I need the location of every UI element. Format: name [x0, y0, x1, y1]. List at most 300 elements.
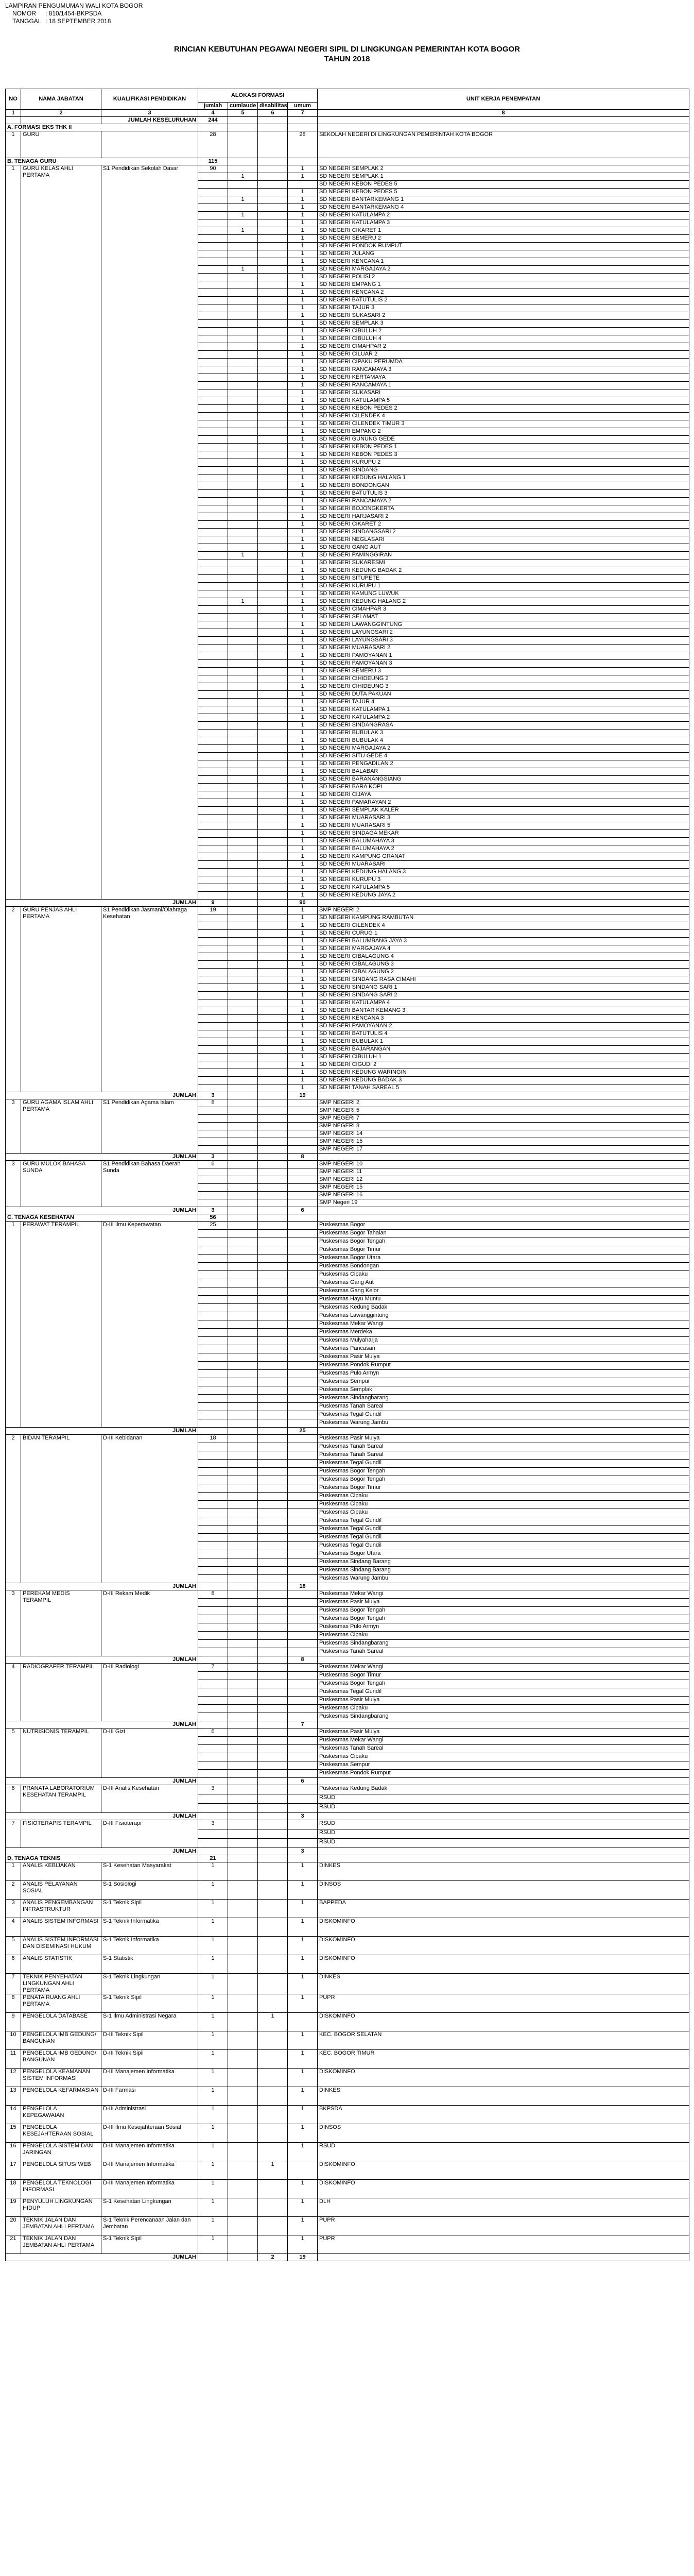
table-row: [6, 1974, 689, 1994]
row-disabilitas: [258, 320, 288, 328]
row-cumlaude: [228, 1632, 258, 1640]
row-unit: SEKOLAH NEGERI DI LINGKUNGAN PEMERINTAH KOTA BOGOR: [318, 131, 689, 158]
table-cell: [198, 266, 228, 274]
row-cumlaude: [228, 274, 258, 281]
table-cell: [198, 999, 228, 1007]
row-disabilitas: [258, 444, 288, 451]
row-umum: [288, 1176, 318, 1184]
table-cell: [198, 297, 228, 304]
row-unit: SD NEGERI JULANG: [318, 250, 689, 258]
col-kualifikasi-header: KUALIFIKASI PENDIDIKAN: [101, 89, 198, 110]
row-disabilitas: [258, 289, 288, 297]
row-cumlaude: [228, 1054, 258, 1061]
row-umum: [288, 1263, 318, 1271]
index-cell: 1: [6, 110, 21, 117]
row-unit: SD NEGERI TANAH SAREAL 5: [318, 1084, 689, 1092]
table-cell: [198, 1411, 228, 1419]
row-unit: SD NEGERI BALUMAHAYA 3: [318, 838, 689, 845]
row-unit: Puskesmas Mekar Wangi: [318, 1664, 689, 1672]
row-unit: Puskesmas Semplak: [318, 1386, 689, 1395]
row-cumlaude: [228, 807, 258, 815]
row-disabilitas: [258, 274, 288, 281]
row-jumlah: 1: [198, 2143, 228, 2161]
row-unit: Puskesmas Mekar Wangi: [318, 1737, 689, 1745]
row-cumlaude: [228, 1713, 258, 1721]
table-cell: [198, 1304, 228, 1312]
table-row: [6, 1881, 689, 1900]
row-disabilitas: [258, 1107, 288, 1115]
row-unit: SMP Negeri 19: [318, 1199, 689, 1207]
row-cumlaude: [228, 876, 258, 884]
row-umum: 1: [288, 1077, 318, 1084]
row-cumlaude: [228, 1680, 258, 1688]
row-unit: Puskesmas Pasir Mulya: [318, 1353, 689, 1362]
row-unit: DINKES: [318, 1862, 689, 1881]
row-unit: SMP NEGERI 17: [318, 1146, 689, 1154]
row-cumlaude: [228, 1184, 258, 1192]
subtotal-jumlah: [198, 1721, 228, 1728]
row-umum: 1: [288, 922, 318, 930]
row-unit: SD NEGERI RANCAMAYA 2: [318, 498, 689, 505]
row-disabilitas: [258, 1403, 288, 1411]
subtotal-label: JUMLAH: [6, 1778, 198, 1785]
section-d-title: D. TENAGA TEKNIS: [6, 1855, 198, 1862]
subtotal-jumlah: [198, 1428, 228, 1435]
row-unit: Puskesmas Tegal Gundil: [318, 1688, 689, 1697]
table-cell: [198, 521, 228, 529]
row-disabilitas: [258, 884, 288, 892]
table-row: [6, 2087, 689, 2106]
row-disabilitas: [258, 1238, 288, 1246]
row-jabatan: ANALIS KEBIJAKAN: [21, 1862, 101, 1881]
row-unit: SD NEGERI KERTAMAYA: [318, 374, 689, 382]
row-umum: 1: [288, 1937, 318, 1955]
row-umum: 1: [288, 482, 318, 490]
row-umum: 1: [288, 706, 318, 714]
table-row: [6, 2198, 689, 2217]
row-no: 8: [6, 1994, 21, 2013]
row-disabilitas: [258, 722, 288, 730]
row-cumlaude: [228, 451, 258, 459]
row-disabilitas: [258, 343, 288, 351]
row-no: 11: [6, 2050, 21, 2069]
row-kualifikasi: S-1 Teknik Sipil: [101, 2235, 198, 2254]
row-umum: 1: [288, 459, 318, 467]
row-cumlaude: [228, 1542, 258, 1550]
table-cell: [198, 830, 228, 838]
table-cell: [198, 1395, 228, 1403]
row-disabilitas: [258, 1443, 288, 1451]
row-disabilitas: [258, 196, 288, 204]
table-cell: [198, 815, 228, 822]
row-cumlaude: [228, 1862, 258, 1881]
row-cumlaude: [228, 969, 258, 976]
row-unit: SD NEGERI EMPANG 1: [318, 281, 689, 289]
row-umum: 1: [288, 567, 318, 575]
row-no: 3: [6, 1161, 21, 1207]
row-disabilitas: [258, 1378, 288, 1386]
row-umum: 1: [288, 737, 318, 745]
row-unit: SD NEGERI SINDANG RASA CIMAHI: [318, 976, 689, 984]
row-disabilitas: [258, 1304, 288, 1312]
row-cumlaude: [228, 2217, 258, 2235]
row-umum: 1: [288, 258, 318, 266]
row-disabilitas: [258, 930, 288, 938]
row-disabilitas: [258, 1493, 288, 1501]
row-disabilitas: [258, 1263, 288, 1271]
table-cell: [198, 1697, 228, 1705]
row-unit: SD NEGERI NEGLASARI: [318, 536, 689, 544]
row-cumlaude: [228, 784, 258, 791]
row-disabilitas: [258, 799, 288, 807]
table-row: [6, 1728, 689, 1737]
row-jabatan: GURU: [21, 131, 101, 158]
subtotal-row: [6, 1583, 689, 1590]
row-cumlaude: [228, 930, 258, 938]
row-disabilitas: [258, 351, 288, 359]
row-cumlaude: [228, 281, 258, 289]
row-umum: 1: [288, 1030, 318, 1038]
row-cumlaude: [228, 1607, 258, 1615]
row-unit: SD NEGERI PONDOK RUMPUT: [318, 243, 689, 250]
row-umum: [288, 1362, 318, 1370]
row-unit: DINSOS: [318, 1881, 689, 1900]
table-cell: [198, 1443, 228, 1451]
row-jumlah: 1: [198, 2217, 228, 2235]
row-unit: SD NEGERI CIMAHPAR 3: [318, 606, 689, 614]
row-disabilitas: [258, 2217, 288, 2235]
row-disabilitas: [258, 428, 288, 436]
table-cell: [198, 1567, 228, 1575]
table-cell: [258, 1428, 288, 1435]
row-umum: 1: [288, 1900, 318, 1918]
row-umum: 1: [288, 745, 318, 753]
row-cumlaude: [228, 2106, 258, 2124]
row-cumlaude: [228, 1435, 258, 1443]
row-umum: [288, 1192, 318, 1199]
table-cell: [198, 722, 228, 730]
row-umum: 1: [288, 2106, 318, 2124]
table-cell: [198, 822, 228, 830]
row-umum: [288, 1115, 318, 1123]
row-umum: [288, 1279, 318, 1287]
row-disabilitas: [258, 374, 288, 382]
row-disabilitas: [258, 1451, 288, 1460]
subtotal-row: [6, 2254, 689, 2261]
row-cumlaude: 1: [228, 173, 258, 181]
nomor-label: NOMOR: [12, 10, 36, 17]
row-unit: SD NEGERI LAYUNGSARI 2: [318, 629, 689, 637]
table-cell: [198, 196, 228, 204]
table-cell: [258, 1855, 288, 1862]
table-cell: [198, 1015, 228, 1023]
row-cumlaude: [228, 691, 258, 699]
row-disabilitas: [258, 838, 288, 845]
row-umum: [288, 1794, 318, 1804]
row-disabilitas: [258, 1599, 288, 1607]
table-cell: [318, 1428, 689, 1435]
table-cell: [258, 1207, 288, 1214]
row-disabilitas: [258, 544, 288, 552]
row-umum: 1: [288, 914, 318, 922]
row-umum: 1: [288, 753, 318, 760]
row-umum: [288, 1443, 318, 1451]
row-umum: [288, 1484, 318, 1493]
row-jabatan: TEKNIK JALAN DAN JEMBATAN AHLI PERTAMA: [21, 2217, 101, 2235]
table-cell: [198, 258, 228, 266]
table-cell: [198, 413, 228, 420]
row-jumlah: 3: [198, 1820, 228, 1829]
row-umum: [288, 1697, 318, 1705]
row-unit: Puskesmas Tanah Sareal: [318, 1403, 689, 1411]
row-disabilitas: [258, 1839, 288, 1848]
row-disabilitas: [258, 784, 288, 791]
subtotal-row: [6, 1154, 689, 1161]
row-unit: SD NEGERI KEBON PEDES 2: [318, 405, 689, 413]
row-umum: 1: [288, 521, 318, 529]
row-jumlah: 1: [198, 2124, 228, 2143]
table-cell: [198, 1534, 228, 1542]
row-umum: [288, 1688, 318, 1697]
table-cell: [228, 1583, 258, 1590]
table-cell: [198, 1271, 228, 1279]
table-row: [6, 2143, 689, 2161]
formation-table: [5, 89, 689, 2261]
row-no: 16: [6, 2143, 21, 2161]
row-unit: Puskesmas Pasir Mulya: [318, 1435, 689, 1443]
table-cell: [198, 1084, 228, 1092]
row-disabilitas: [258, 1615, 288, 1623]
row-cumlaude: [228, 1238, 258, 1246]
row-unit: RSUD: [318, 1804, 689, 1813]
row-disabilitas: [258, 629, 288, 637]
row-umum: 1: [288, 884, 318, 892]
row-cumlaude: [228, 2235, 258, 2254]
row-unit: SD NEGERI KENCANA 1: [318, 258, 689, 266]
table-row: [6, 1900, 689, 1918]
table-cell: [198, 1046, 228, 1054]
table-cell: [228, 1214, 258, 1222]
table-row: [6, 1435, 689, 1443]
table-row: [6, 2069, 689, 2087]
row-umum: 1: [288, 490, 318, 498]
table-cell: [198, 189, 228, 196]
row-unit: Puskesmas Pulo Armyn: [318, 1623, 689, 1632]
row-cumlaude: [228, 1084, 258, 1092]
row-cumlaude: [228, 560, 258, 567]
row-cumlaude: [228, 660, 258, 668]
row-umum: 1: [288, 173, 318, 181]
row-unit: SD NEGERI MUARASARI 3: [318, 815, 689, 822]
row-jumlah: 1: [198, 2013, 228, 2031]
table-cell: [198, 768, 228, 776]
row-jabatan: ANALIS PENGEMBANGAN INFRASTRUKTUR: [21, 1900, 101, 1918]
row-jumlah: 3: [198, 1785, 228, 1794]
row-umum: 1: [288, 359, 318, 366]
row-disabilitas: [258, 1077, 288, 1084]
table-cell: [198, 436, 228, 444]
row-disabilitas: [258, 807, 288, 815]
row-umum: 1: [288, 165, 318, 173]
row-kualifikasi: S1 Pendidikan Bahasa Daerah Sunda: [101, 1161, 198, 1207]
row-cumlaude: [228, 675, 258, 683]
row-jumlah: 18: [198, 1435, 228, 1443]
row-disabilitas: [258, 976, 288, 984]
row-unit: Puskesmas Sempur: [318, 1761, 689, 1770]
row-kualifikasi: S-1 Statistik: [101, 1955, 198, 1974]
row-umum: [288, 1526, 318, 1534]
row-cumlaude: [228, 1937, 258, 1955]
row-disabilitas: 1: [258, 2013, 288, 2031]
row-umum: [288, 1509, 318, 1517]
row-kualifikasi: D-III Manajemen Informatika: [101, 2143, 198, 2161]
section-c-row: [6, 1214, 689, 1222]
row-umum: 1: [288, 869, 318, 876]
row-cumlaude: [228, 1468, 258, 1476]
table-cell: [318, 1848, 689, 1855]
row-disabilitas: [258, 1199, 288, 1207]
subtotal-umum: 3: [288, 1848, 318, 1855]
row-cumlaude: [228, 1337, 258, 1345]
table-cell: [198, 1115, 228, 1123]
table-row: [6, 2235, 689, 2254]
row-disabilitas: [258, 1737, 288, 1745]
row-umum: 1: [288, 2143, 318, 2161]
row-cumlaude: [228, 1688, 258, 1697]
row-disabilitas: [258, 914, 288, 922]
row-umum: 1: [288, 297, 318, 304]
row-cumlaude: [228, 567, 258, 575]
table-cell: [228, 900, 258, 907]
row-umum: [288, 1403, 318, 1411]
subtotal-disabilitas: 2: [258, 2254, 288, 2261]
row-jumlah: 1: [198, 2161, 228, 2180]
row-umum: [288, 1607, 318, 1615]
row-cumlaude: [228, 490, 258, 498]
row-disabilitas: [258, 2050, 288, 2069]
row-umum: 1: [288, 1061, 318, 1069]
row-jabatan: ANALIS SISTEM INFORMASI DAN DISEMINASI HUKUM: [21, 1937, 101, 1955]
row-no: 1: [6, 165, 21, 900]
row-umum: 1: [288, 505, 318, 513]
row-unit: RSUD: [318, 2143, 689, 2161]
table-cell: [198, 1804, 228, 1813]
row-disabilitas: 1: [258, 2161, 288, 2180]
row-kualifikasi: D-III Teknik Sipil: [101, 2031, 198, 2050]
row-umum: [288, 1517, 318, 1526]
row-unit: PUPR: [318, 1994, 689, 2013]
row-disabilitas: [258, 1130, 288, 1138]
row-unit: SD NEGERI MARGAJAYA 4: [318, 945, 689, 953]
table-cell: [198, 1794, 228, 1804]
row-cumlaude: [228, 1493, 258, 1501]
row-umum: 1: [288, 1918, 318, 1937]
row-umum: 1: [288, 2087, 318, 2106]
row-unit: SD NEGERI PAMARAYAN 2: [318, 799, 689, 807]
row-cumlaude: [228, 505, 258, 513]
subtotal-label: JUMLAH: [6, 2254, 198, 2261]
row-umum: 1: [288, 328, 318, 335]
row-cumlaude: [228, 1745, 258, 1753]
row-jumlah: 1: [198, 2198, 228, 2217]
row-umum: [288, 1419, 318, 1428]
row-disabilitas: [258, 513, 288, 521]
row-kualifikasi: D-III Rekam Medik: [101, 1590, 198, 1656]
row-cumlaude: [228, 397, 258, 405]
row-unit: SD NEGERI BOJONGKERTA: [318, 505, 689, 513]
table-cell: [198, 691, 228, 699]
tanggal-value: : 18 SEPTEMBER 2018: [45, 18, 111, 25]
table-cell: [198, 490, 228, 498]
row-umum: [288, 1378, 318, 1386]
row-umum: 1: [288, 807, 318, 815]
row-disabilitas: [258, 861, 288, 869]
row-cumlaude: [228, 884, 258, 892]
row-unit: SD NEGERI BUBULAK 4: [318, 737, 689, 745]
row-cumlaude: [228, 1705, 258, 1713]
row-cumlaude: [228, 1362, 258, 1370]
row-unit: SMP NEGERI 7: [318, 1115, 689, 1123]
row-umum: 1: [288, 691, 318, 699]
index-row: [6, 110, 689, 117]
row-unit: SD NEGERI CIHIDEUNG 2: [318, 675, 689, 683]
row-cumlaude: [228, 1664, 258, 1672]
table-row: [6, 2124, 689, 2143]
row-umum: 1: [288, 938, 318, 945]
row-umum: [288, 1168, 318, 1176]
table-cell: [258, 1848, 288, 1855]
row-jabatan: GURU KELAS AHLI PERTAMA: [21, 165, 101, 900]
row-disabilitas: [258, 173, 288, 181]
row-cumlaude: [228, 328, 258, 335]
row-umum: [288, 1680, 318, 1688]
row-umum: 1: [288, 2124, 318, 2143]
row-disabilitas: [258, 1955, 288, 1974]
table-cell: [198, 706, 228, 714]
row-umum: [288, 1737, 318, 1745]
table-cell: [198, 1138, 228, 1146]
subtotal-label: JUMLAH: [6, 1656, 198, 1664]
row-cumlaude: [228, 606, 258, 614]
row-disabilitas: [258, 1168, 288, 1176]
table-cell: [198, 838, 228, 845]
row-cumlaude: [228, 1386, 258, 1395]
row-disabilitas: [258, 1820, 288, 1829]
row-disabilitas: [258, 1230, 288, 1238]
row-umum: 1: [288, 575, 318, 583]
row-disabilitas: [258, 830, 288, 838]
row-unit: DISKOMINFO: [318, 2180, 689, 2198]
row-unit: SD NEGERI BUBULAK 1: [318, 1038, 689, 1046]
row-cumlaude: [228, 1994, 258, 2013]
row-cumlaude: [228, 235, 258, 243]
row-jabatan: BIDAN TERAMPIL: [21, 1435, 101, 1583]
row-kualifikasi: S-1 Kesehatan Masyarakat: [101, 1862, 198, 1881]
row-umum: [288, 1123, 318, 1130]
row-disabilitas: [258, 335, 288, 343]
row-disabilitas: [258, 529, 288, 536]
row-umum: [288, 1623, 318, 1632]
row-umum: [288, 181, 318, 189]
index-cell: 8: [318, 110, 689, 117]
row-unit: Puskesmas Sindangbarang: [318, 1395, 689, 1403]
row-umum: [288, 1590, 318, 1599]
table-cell: [198, 1146, 228, 1154]
row-umum: [288, 1370, 318, 1378]
row-cumlaude: [228, 189, 258, 196]
row-unit: Puskesmas Sindangbarang: [318, 1713, 689, 1721]
row-unit: SD NEGERI SEMERU 3: [318, 668, 689, 675]
